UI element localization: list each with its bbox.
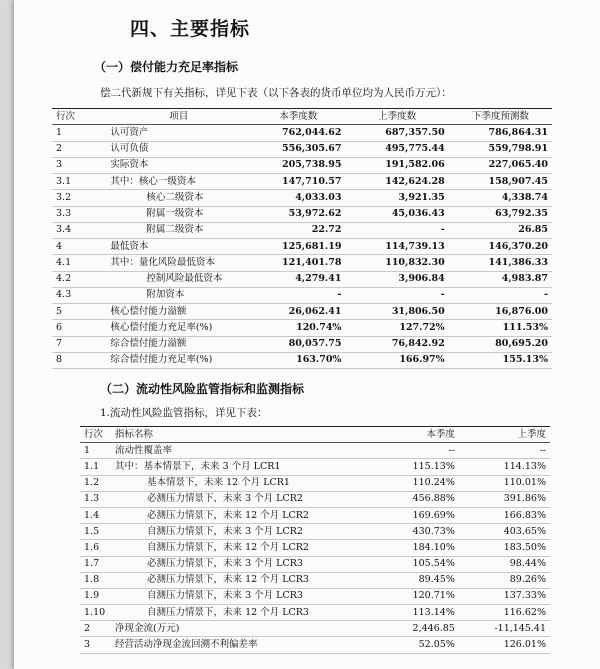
row-previous: 110.01% [459,475,550,491]
table-row [52,206,552,222]
table-row [80,475,550,491]
row-current: 110.24% [378,475,459,491]
row-no: 5 [52,304,106,320]
row-current: 430.73% [378,524,459,540]
row-no: 4 [52,239,106,255]
table-row [52,336,552,352]
row-current: 184.10% [378,540,459,556]
table-row [80,524,550,540]
row-item: 其中：核心一级资本 [106,174,251,190]
row-no: 1 [52,125,106,141]
row-forecast: 16,876.00 [449,304,552,320]
row-item: 净现金流(万元) [111,621,378,637]
row-forecast: 63,792.35 [449,206,552,222]
row-no: 4.3 [52,287,106,303]
row-previous: 76,842.92 [345,336,448,352]
row-current: 105.54% [378,556,459,572]
row-item: 其中：量化风险最低资本 [106,255,251,271]
table-row [80,588,550,604]
row-current: - [251,287,345,303]
row-no: 1.10 [80,605,111,621]
row-previous: 166.97% [345,352,448,368]
col-no: 行次 [52,109,106,125]
row-current: 52.05% [378,637,459,653]
table-row [80,556,550,572]
row-previous: - [345,222,448,238]
row-forecast: 141,386.33 [449,255,552,271]
col-no: 行次 [80,427,111,443]
row-forecast: 4,983.87 [449,271,552,287]
row-no: 1.6 [80,540,111,556]
col-previous: 上季度数 [345,109,448,125]
col-current: 本季度 [378,427,459,443]
row-previous: 45,036.43 [345,206,448,222]
row-current: 125,681.19 [251,239,345,255]
row-previous: 114.13% [459,459,550,475]
row-current: 80,057.75 [251,336,345,352]
row-previous: 114,739.13 [345,239,448,255]
liquidity-heading: （二）流动性风险监管指标和监测指标 [100,382,305,396]
table-row [52,125,552,141]
solvency-table [52,108,552,369]
row-no: 3.1 [52,174,106,190]
row-item: 必测压力情景下，未来 12 个月 LCR2 [111,507,378,523]
table-row [52,141,552,157]
row-item: 自测压力情景下，未来 3 个月 LCR3 [111,588,378,604]
row-forecast: - [449,287,552,303]
row-no: 1.2 [80,475,111,491]
row-previous: 116.62% [459,605,550,621]
row-item: 核心偿付能力溢额 [106,304,251,320]
row-forecast: 111.53% [449,320,552,336]
row-previous: 142,624.28 [345,174,448,190]
row-item: 其中：基本情景下，未来 3 个月 LCR1 [111,459,378,475]
row-item: 附加资本 [106,287,251,303]
table-row [52,255,552,271]
row-current: 26,062.41 [251,304,345,320]
row-no: 2 [80,621,111,637]
row-no: 3.4 [52,222,106,238]
table-row [80,572,550,588]
row-no: 1.4 [80,507,111,523]
row-current: 147,710.57 [251,174,345,190]
row-current: 121,401.78 [251,255,345,271]
row-no: 1.7 [80,556,111,572]
row-item: 综合偿付能力溢额 [106,336,251,352]
row-no: 3.2 [52,190,106,206]
row-previous: 391.86% [459,491,550,507]
row-forecast: 155.13% [449,352,552,368]
table-row [52,271,552,287]
row-previous: 183.50% [459,540,550,556]
row-no: 3 [80,637,111,653]
row-previous: - [345,287,448,303]
row-current: 556,305.67 [251,141,345,157]
row-previous: 403.65% [459,524,550,540]
row-no: 1.5 [80,524,111,540]
liquidity-table [80,426,550,654]
document-page [14,0,600,669]
row-no: 8 [52,352,106,368]
row-previous: 137.33% [459,588,550,604]
row-current: 22.72 [251,222,345,238]
row-current: 89.45% [378,572,459,588]
row-no: 6 [52,320,106,336]
row-no: 4.1 [52,255,106,271]
row-previous: 127.72% [345,320,448,336]
row-current: 169.69% [378,507,459,523]
table-row [80,605,550,621]
row-item: 必测压力情景下，未来 3 个月 LCR3 [111,556,378,572]
row-item: 实际资本 [106,157,251,173]
row-previous: 98.44% [459,556,550,572]
row-no: 3.3 [52,206,106,222]
table-row [52,174,552,190]
row-previous: 191,582.06 [345,157,448,173]
table-header-row [80,427,550,443]
table-row [52,239,552,255]
table-row [52,157,552,173]
row-forecast: 158,907.45 [449,174,552,190]
row-forecast: 227,065.40 [449,157,552,173]
table-header-row [52,109,552,125]
row-no: 4.2 [52,271,106,287]
row-previous: 495,775.44 [345,141,448,157]
row-forecast: 146,370.20 [449,239,552,255]
row-current: 762,044.62 [251,125,345,141]
row-item: 认可负债 [106,141,251,157]
row-no: 1.1 [80,459,111,475]
row-no: 1.8 [80,572,111,588]
row-previous: 110,832.30 [345,255,448,271]
row-current: 163.70% [251,352,345,368]
row-current: -- [378,443,459,459]
table-row [52,304,552,320]
row-item: 核心二级资本 [106,190,251,206]
row-previous: -11,145.41 [459,621,550,637]
row-item: 最低资本 [106,239,251,255]
row-previous: 126.01% [459,637,550,653]
row-forecast: 559,798.91 [449,141,552,157]
table-row [52,190,552,206]
row-item: 认可资产 [106,125,251,141]
row-forecast: 26.85 [449,222,552,238]
col-previous: 上季度 [459,427,550,443]
table-row [52,222,552,238]
solvency-intro: 偿二代新规下有关指标，详见下表（以下各表的货币单位均为人民币万元）： [100,87,452,99]
row-current: 205,738.95 [251,157,345,173]
row-no: 7 [52,336,106,352]
row-previous: 31,806.50 [345,304,448,320]
row-previous: 687,357.50 [345,125,448,141]
row-item: 自测压力情景下，未来 12 个月 LCR2 [111,540,378,556]
row-forecast: 4,338.74 [449,190,552,206]
row-current: 120.71% [378,588,459,604]
row-current: 4,279.41 [251,271,345,287]
col-forecast: 下季度预测数 [449,109,552,125]
row-item: 附属二级资本 [106,222,251,238]
row-current: 113.14% [378,605,459,621]
row-item: 附属一级资本 [106,206,251,222]
row-previous: 166.83% [459,507,550,523]
row-item: 综合偿付能力充足率(%) [106,352,251,368]
row-item: 必测压力情景下，未来 3 个月 LCR2 [111,491,378,507]
table-row [80,459,550,475]
table-row [80,637,550,653]
col-item: 指标名称 [111,427,378,443]
row-item: 控制风险最低资本 [106,271,251,287]
row-forecast: 786,864.31 [449,125,552,141]
section-title: 四、主要指标 [130,18,251,40]
row-no: 3 [52,157,106,173]
row-previous: 3,906.84 [345,271,448,287]
table-row [80,491,550,507]
solvency-heading: （一）偿付能力充足率指标 [94,60,239,74]
table-row [52,287,552,303]
row-item: 流动性覆盖率 [111,443,378,459]
row-item: 自测压力情景下，未来 3 个月 LCR2 [111,524,378,540]
col-current: 本季度数 [251,109,345,125]
row-previous: 3,921.35 [345,190,448,206]
table-row [52,352,552,368]
row-current: 2,446.85 [378,621,459,637]
row-item: 必测压力情景下，未来 12 个月 LCR3 [111,572,378,588]
row-item: 自测压力情景下，未来 12 个月 LCR3 [111,605,378,621]
row-no: 1.3 [80,491,111,507]
row-current: 115.13% [378,459,459,475]
row-item: 基本情景下，未来 12 个月 LCR1 [111,475,378,491]
col-item: 项目 [106,109,251,125]
row-no: 2 [52,141,106,157]
table-row [80,540,550,556]
row-item: 核心偿付能力充足率(%) [106,320,251,336]
row-previous: -- [459,443,550,459]
table-row [80,621,550,637]
row-no: 1 [80,443,111,459]
liquidity-intro: 1.流动性风险监管指标，详见下表： [100,407,268,419]
table-row [52,320,552,336]
row-current: 456.88% [378,491,459,507]
table-row [80,507,550,523]
table-row [80,443,550,459]
row-forecast: 80,695.20 [449,336,552,352]
row-previous: 89.26% [459,572,550,588]
row-current: 53,972.62 [251,206,345,222]
row-no: 1.9 [80,588,111,604]
row-current: 4,033.03 [251,190,345,206]
row-item: 经营活动净现金流回溯不利偏差率 [111,637,378,653]
row-current: 120.74% [251,320,345,336]
